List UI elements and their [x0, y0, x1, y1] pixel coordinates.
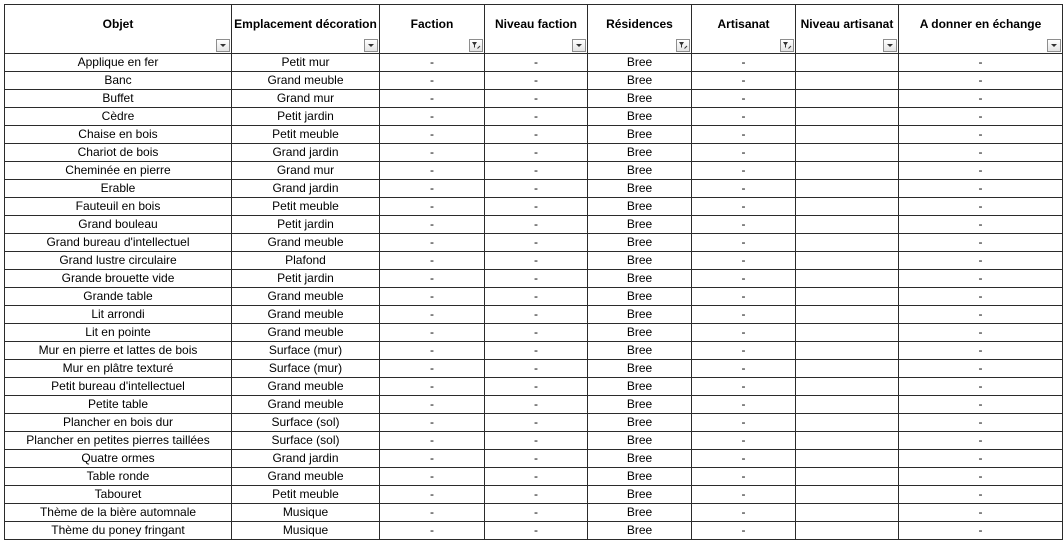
- filter-dropdown-button[interactable]: [1047, 39, 1061, 52]
- cell-objet[interactable]: Grande brouette vide: [5, 270, 232, 288]
- cell-emplacement-decoration[interactable]: Surface (mur): [232, 342, 380, 360]
- cell-objet[interactable]: Banc: [5, 72, 232, 90]
- cell-emplacement-decoration[interactable]: Petit meuble: [232, 486, 380, 504]
- filter-dropdown-button[interactable]: [364, 39, 378, 52]
- cell-niveau-faction[interactable]: -: [485, 360, 588, 378]
- cell-emplacement-decoration[interactable]: Petit jardin: [232, 108, 380, 126]
- cell-faction[interactable]: -: [380, 378, 485, 396]
- table-row: [5, 54, 1063, 72]
- cell-artisanat[interactable]: -: [692, 162, 796, 180]
- header-row: [5, 5, 1063, 54]
- cell-artisanat[interactable]: -: [692, 396, 796, 414]
- cell-niveau-faction[interactable]: -: [485, 396, 588, 414]
- cell-objet[interactable]: Applique en fer: [5, 54, 232, 72]
- cell-niveau-faction[interactable]: -: [485, 144, 588, 162]
- filter-active-button[interactable]: [676, 39, 690, 52]
- cell-faction[interactable]: -: [380, 450, 485, 468]
- table-row: [5, 216, 1063, 234]
- table-row: [5, 162, 1063, 180]
- cell-artisanat[interactable]: -: [692, 378, 796, 396]
- table-row: [5, 180, 1063, 198]
- cell-artisanat[interactable]: -: [692, 432, 796, 450]
- cell-niveau-artisanat[interactable]: [796, 522, 899, 540]
- column-header-niveau-faction: [485, 5, 588, 54]
- cell-a-donner-en-echange[interactable]: -: [899, 306, 1063, 324]
- cell-niveau-artisanat[interactable]: [796, 126, 899, 144]
- dropdown-arrow-icon: [219, 43, 227, 48]
- cell-niveau-artisanat[interactable]: [796, 90, 899, 108]
- cell-emplacement-decoration[interactable]: Petit mur: [232, 54, 380, 72]
- column-header-a-donner-en-echange: [899, 5, 1063, 54]
- cell-residences[interactable]: Bree: [588, 396, 692, 414]
- cell-emplacement-decoration[interactable]: Grand meuble: [232, 288, 380, 306]
- cell-artisanat[interactable]: -: [692, 486, 796, 504]
- cell-emplacement-decoration[interactable]: Grand meuble: [232, 468, 380, 486]
- cell-faction[interactable]: -: [380, 252, 485, 270]
- cell-residences[interactable]: Bree: [588, 108, 692, 126]
- cell-niveau-artisanat[interactable]: [796, 414, 899, 432]
- cell-emplacement-decoration[interactable]: Grand meuble: [232, 378, 380, 396]
- cell-niveau-artisanat[interactable]: [796, 288, 899, 306]
- cell-a-donner-en-echange[interactable]: -: [899, 522, 1063, 540]
- cell-niveau-artisanat[interactable]: [796, 378, 899, 396]
- cell-faction[interactable]: -: [380, 288, 485, 306]
- cell-a-donner-en-echange[interactable]: -: [899, 342, 1063, 360]
- cell-faction[interactable]: -: [380, 216, 485, 234]
- cell-a-donner-en-echange[interactable]: -: [899, 144, 1063, 162]
- cell-emplacement-decoration[interactable]: Grand meuble: [232, 234, 380, 252]
- cell-niveau-artisanat[interactable]: [796, 216, 899, 234]
- cell-faction[interactable]: -: [380, 126, 485, 144]
- cell-a-donner-en-echange[interactable]: -: [899, 54, 1063, 72]
- table-row: [5, 270, 1063, 288]
- table-row: [5, 144, 1063, 162]
- cell-emplacement-decoration[interactable]: Plafond: [232, 252, 380, 270]
- cell-a-donner-en-echange[interactable]: -: [899, 234, 1063, 252]
- column-header-objet: [5, 5, 232, 54]
- cell-artisanat[interactable]: -: [692, 72, 796, 90]
- table-row: [5, 252, 1063, 270]
- table-row: [5, 414, 1063, 432]
- filter-active-button[interactable]: [469, 39, 483, 52]
- cell-niveau-faction[interactable]: -: [485, 198, 588, 216]
- cell-residences[interactable]: Bree: [588, 198, 692, 216]
- cell-residences[interactable]: Bree: [588, 360, 692, 378]
- cell-emplacement-decoration[interactable]: Musique: [232, 522, 380, 540]
- cell-niveau-artisanat[interactable]: [796, 468, 899, 486]
- cell-emplacement-decoration[interactable]: Musique: [232, 504, 380, 522]
- cell-faction[interactable]: -: [380, 144, 485, 162]
- column-header-label: Artisanat: [717, 17, 770, 31]
- table-row: [5, 72, 1063, 90]
- cell-artisanat[interactable]: -: [692, 126, 796, 144]
- cell-faction[interactable]: -: [380, 90, 485, 108]
- cell-a-donner-en-echange[interactable]: -: [899, 270, 1063, 288]
- cell-residences[interactable]: Bree: [588, 72, 692, 90]
- cell-a-donner-en-echange[interactable]: -: [899, 450, 1063, 468]
- cell-objet[interactable]: Fauteuil en bois: [5, 198, 232, 216]
- cell-artisanat[interactable]: -: [692, 252, 796, 270]
- cell-residences[interactable]: Bree: [588, 522, 692, 540]
- cell-emplacement-decoration[interactable]: Grand meuble: [232, 72, 380, 90]
- cell-artisanat[interactable]: -: [692, 324, 796, 342]
- cell-niveau-artisanat[interactable]: [796, 504, 899, 522]
- cell-emplacement-decoration[interactable]: Grand mur: [232, 162, 380, 180]
- cell-niveau-faction[interactable]: -: [485, 234, 588, 252]
- cell-a-donner-en-echange[interactable]: -: [899, 108, 1063, 126]
- cell-residences[interactable]: Bree: [588, 324, 692, 342]
- cell-niveau-artisanat[interactable]: [796, 108, 899, 126]
- cell-residences[interactable]: Bree: [588, 234, 692, 252]
- cell-objet[interactable]: Grand bouleau: [5, 216, 232, 234]
- cell-niveau-faction[interactable]: -: [485, 54, 588, 72]
- table-body: [5, 54, 1063, 540]
- cell-faction[interactable]: -: [380, 162, 485, 180]
- cell-artisanat[interactable]: -: [692, 270, 796, 288]
- cell-niveau-faction[interactable]: -: [485, 468, 588, 486]
- cell-niveau-faction[interactable]: -: [485, 450, 588, 468]
- cell-emplacement-decoration[interactable]: Petit jardin: [232, 270, 380, 288]
- cell-niveau-faction[interactable]: -: [485, 342, 588, 360]
- cell-artisanat[interactable]: -: [692, 54, 796, 72]
- cell-faction[interactable]: -: [380, 396, 485, 414]
- cell-a-donner-en-echange[interactable]: -: [899, 468, 1063, 486]
- cell-objet[interactable]: Plancher en petites pierres taillées: [5, 432, 232, 450]
- cell-residences[interactable]: Bree: [588, 90, 692, 108]
- cell-faction[interactable]: -: [380, 234, 485, 252]
- cell-faction[interactable]: -: [380, 72, 485, 90]
- table-row: [5, 486, 1063, 504]
- cell-faction[interactable]: -: [380, 270, 485, 288]
- cell-faction[interactable]: -: [380, 468, 485, 486]
- cell-niveau-faction[interactable]: -: [485, 324, 588, 342]
- column-header-label: Résidences: [606, 17, 673, 31]
- cell-a-donner-en-echange[interactable]: -: [899, 90, 1063, 108]
- cell-artisanat[interactable]: -: [692, 90, 796, 108]
- cell-niveau-faction[interactable]: -: [485, 288, 588, 306]
- cell-a-donner-en-echange[interactable]: -: [899, 324, 1063, 342]
- cell-a-donner-en-echange[interactable]: -: [899, 288, 1063, 306]
- cell-a-donner-en-echange[interactable]: -: [899, 126, 1063, 144]
- cell-artisanat[interactable]: -: [692, 414, 796, 432]
- cell-objet[interactable]: Lit en pointe: [5, 324, 232, 342]
- column-header-label: Niveau artisanat: [800, 17, 894, 31]
- cell-faction[interactable]: -: [380, 324, 485, 342]
- cell-objet[interactable]: Cheminée en pierre: [5, 162, 232, 180]
- cell-objet[interactable]: Chariot de bois: [5, 144, 232, 162]
- cell-artisanat[interactable]: -: [692, 144, 796, 162]
- cell-niveau-artisanat[interactable]: [796, 450, 899, 468]
- cell-emplacement-decoration[interactable]: Petit meuble: [232, 198, 380, 216]
- cell-niveau-faction[interactable]: -: [485, 180, 588, 198]
- cell-objet[interactable]: Grand lustre circulaire: [5, 252, 232, 270]
- cell-emplacement-decoration[interactable]: Surface (mur): [232, 360, 380, 378]
- cell-objet[interactable]: Tabouret: [5, 486, 232, 504]
- cell-objet[interactable]: Grand bureau d'intellectuel: [5, 234, 232, 252]
- cell-niveau-faction[interactable]: -: [485, 72, 588, 90]
- cell-emplacement-decoration[interactable]: Surface (sol): [232, 414, 380, 432]
- cell-objet[interactable]: Table ronde: [5, 468, 232, 486]
- cell-residences[interactable]: Bree: [588, 468, 692, 486]
- filter-funnel-icon: [471, 41, 481, 50]
- column-header-label: A donner en échange: [919, 17, 1042, 31]
- cell-a-donner-en-echange[interactable]: -: [899, 414, 1063, 432]
- table-row: [5, 126, 1063, 144]
- cell-faction[interactable]: -: [380, 54, 485, 72]
- cell-objet[interactable]: Petit bureau d'intellectuel: [5, 378, 232, 396]
- cell-a-donner-en-echange[interactable]: -: [899, 252, 1063, 270]
- cell-niveau-faction[interactable]: -: [485, 378, 588, 396]
- cell-faction[interactable]: -: [380, 108, 485, 126]
- cell-a-donner-en-echange[interactable]: -: [899, 360, 1063, 378]
- cell-niveau-faction[interactable]: -: [485, 306, 588, 324]
- cell-emplacement-decoration[interactable]: Grand jardin: [232, 180, 380, 198]
- dropdown-arrow-icon: [575, 43, 583, 48]
- table-row: [5, 450, 1063, 468]
- cell-emplacement-decoration[interactable]: Grand jardin: [232, 144, 380, 162]
- cell-niveau-faction[interactable]: -: [485, 108, 588, 126]
- cell-niveau-faction[interactable]: -: [485, 504, 588, 522]
- cell-artisanat[interactable]: -: [692, 108, 796, 126]
- cell-residences[interactable]: Bree: [588, 126, 692, 144]
- cell-residences[interactable]: Bree: [588, 432, 692, 450]
- cell-residences[interactable]: Bree: [588, 144, 692, 162]
- cell-faction[interactable]: -: [380, 306, 485, 324]
- cell-niveau-artisanat[interactable]: [796, 432, 899, 450]
- table-row: [5, 378, 1063, 396]
- cell-residences[interactable]: Bree: [588, 180, 692, 198]
- cell-artisanat[interactable]: -: [692, 288, 796, 306]
- cell-objet[interactable]: Chaise en bois: [5, 126, 232, 144]
- cell-objet[interactable]: Buffet: [5, 90, 232, 108]
- cell-artisanat[interactable]: -: [692, 306, 796, 324]
- cell-faction[interactable]: -: [380, 522, 485, 540]
- cell-niveau-artisanat[interactable]: [796, 360, 899, 378]
- cell-a-donner-en-echange[interactable]: -: [899, 198, 1063, 216]
- cell-residences[interactable]: Bree: [588, 288, 692, 306]
- cell-artisanat[interactable]: -: [692, 198, 796, 216]
- filter-dropdown-button[interactable]: [572, 39, 586, 52]
- cell-objet[interactable]: Lit arrondi: [5, 306, 232, 324]
- table-row: [5, 234, 1063, 252]
- cell-a-donner-en-echange[interactable]: -: [899, 396, 1063, 414]
- cell-objet[interactable]: Grande table: [5, 288, 232, 306]
- cell-faction[interactable]: -: [380, 198, 485, 216]
- cell-emplacement-decoration[interactable]: Grand meuble: [232, 306, 380, 324]
- cell-objet[interactable]: Thème de la bière automnale: [5, 504, 232, 522]
- table-row: [5, 432, 1063, 450]
- cell-residences[interactable]: Bree: [588, 414, 692, 432]
- cell-objet[interactable]: Erable: [5, 180, 232, 198]
- cell-niveau-faction[interactable]: -: [485, 90, 588, 108]
- cell-a-donner-en-echange[interactable]: -: [899, 162, 1063, 180]
- cell-niveau-faction[interactable]: -: [485, 216, 588, 234]
- cell-emplacement-decoration[interactable]: Petit meuble: [232, 126, 380, 144]
- table-row: [5, 108, 1063, 126]
- cell-artisanat[interactable]: -: [692, 234, 796, 252]
- cell-niveau-faction[interactable]: -: [485, 126, 588, 144]
- cell-faction[interactable]: -: [380, 180, 485, 198]
- cell-faction[interactable]: -: [380, 432, 485, 450]
- cell-residences[interactable]: Bree: [588, 216, 692, 234]
- cell-faction[interactable]: -: [380, 414, 485, 432]
- cell-emplacement-decoration[interactable]: Grand meuble: [232, 324, 380, 342]
- column-header-niveau-artisanat: [796, 5, 899, 54]
- cell-residences[interactable]: Bree: [588, 252, 692, 270]
- cell-faction[interactable]: -: [380, 504, 485, 522]
- cell-a-donner-en-echange[interactable]: -: [899, 378, 1063, 396]
- cell-niveau-artisanat[interactable]: [796, 198, 899, 216]
- dropdown-arrow-icon: [1050, 43, 1058, 48]
- cell-niveau-artisanat[interactable]: [796, 252, 899, 270]
- cell-objet[interactable]: Mur en plâtre texturé: [5, 360, 232, 378]
- table-row: [5, 342, 1063, 360]
- table-row: [5, 468, 1063, 486]
- cell-residences[interactable]: Bree: [588, 342, 692, 360]
- cell-niveau-faction[interactable]: -: [485, 252, 588, 270]
- cell-artisanat[interactable]: -: [692, 504, 796, 522]
- cell-niveau-faction[interactable]: -: [485, 486, 588, 504]
- cell-objet[interactable]: Quatre ormes: [5, 450, 232, 468]
- cell-objet[interactable]: Petite table: [5, 396, 232, 414]
- cell-emplacement-decoration[interactable]: Grand mur: [232, 90, 380, 108]
- table-row: [5, 306, 1063, 324]
- cell-niveau-artisanat[interactable]: [796, 72, 899, 90]
- cell-residences[interactable]: Bree: [588, 450, 692, 468]
- cell-artisanat[interactable]: -: [692, 360, 796, 378]
- filter-dropdown-button[interactable]: [883, 39, 897, 52]
- cell-niveau-artisanat[interactable]: [796, 180, 899, 198]
- cell-niveau-artisanat[interactable]: [796, 306, 899, 324]
- column-header-faction: [380, 5, 485, 54]
- cell-niveau-artisanat[interactable]: [796, 324, 899, 342]
- cell-niveau-faction[interactable]: -: [485, 522, 588, 540]
- cell-objet[interactable]: Plancher en bois dur: [5, 414, 232, 432]
- column-header-label: Emplacement décoration: [234, 17, 377, 31]
- dropdown-arrow-icon: [367, 43, 375, 48]
- cell-niveau-faction[interactable]: -: [485, 162, 588, 180]
- table-row: [5, 504, 1063, 522]
- cell-niveau-artisanat[interactable]: [796, 342, 899, 360]
- filter-dropdown-button[interactable]: [216, 39, 230, 52]
- filter-active-button[interactable]: [780, 39, 794, 52]
- cell-a-donner-en-echange[interactable]: -: [899, 180, 1063, 198]
- cell-niveau-faction[interactable]: -: [485, 270, 588, 288]
- cell-residences[interactable]: Bree: [588, 486, 692, 504]
- cell-objet[interactable]: Thème du poney fringant: [5, 522, 232, 540]
- cell-niveau-artisanat[interactable]: [796, 234, 899, 252]
- cell-niveau-artisanat[interactable]: [796, 270, 899, 288]
- cell-artisanat[interactable]: -: [692, 180, 796, 198]
- filter-funnel-icon: [782, 41, 792, 50]
- cell-niveau-faction[interactable]: -: [485, 432, 588, 450]
- table-row: [5, 522, 1063, 540]
- cell-residences[interactable]: Bree: [588, 162, 692, 180]
- cell-emplacement-decoration[interactable]: Petit jardin: [232, 216, 380, 234]
- cell-niveau-faction[interactable]: -: [485, 414, 588, 432]
- cell-emplacement-decoration[interactable]: Grand jardin: [232, 450, 380, 468]
- cell-objet[interactable]: Mur en pierre et lattes de bois: [5, 342, 232, 360]
- table-row: [5, 324, 1063, 342]
- data-table: [4, 4, 1063, 540]
- cell-a-donner-en-echange[interactable]: -: [899, 486, 1063, 504]
- filter-funnel-icon: [678, 41, 688, 50]
- cell-artisanat[interactable]: -: [692, 216, 796, 234]
- cell-niveau-artisanat[interactable]: [796, 396, 899, 414]
- table-row: [5, 288, 1063, 306]
- cell-emplacement-decoration[interactable]: Grand meuble: [232, 396, 380, 414]
- table-row: [5, 396, 1063, 414]
- cell-a-donner-en-echange[interactable]: -: [899, 504, 1063, 522]
- cell-residences[interactable]: Bree: [588, 306, 692, 324]
- cell-artisanat[interactable]: -: [692, 468, 796, 486]
- cell-niveau-artisanat[interactable]: [796, 54, 899, 72]
- cell-niveau-artisanat[interactable]: [796, 162, 899, 180]
- cell-niveau-artisanat[interactable]: [796, 486, 899, 504]
- cell-a-donner-en-echange[interactable]: -: [899, 216, 1063, 234]
- cell-artisanat[interactable]: -: [692, 342, 796, 360]
- cell-faction[interactable]: -: [380, 360, 485, 378]
- column-header-residences: [588, 5, 692, 54]
- column-header-artisanat: [692, 5, 796, 54]
- table-row: [5, 90, 1063, 108]
- cell-residences[interactable]: Bree: [588, 504, 692, 522]
- table-row: [5, 198, 1063, 216]
- cell-objet[interactable]: Cèdre: [5, 108, 232, 126]
- cell-faction[interactable]: -: [380, 342, 485, 360]
- column-header-label: Objet: [102, 17, 134, 31]
- cell-a-donner-en-echange[interactable]: -: [899, 432, 1063, 450]
- column-header-label: Faction: [410, 17, 454, 31]
- column-header-label: Niveau faction: [494, 17, 578, 31]
- cell-a-donner-en-echange[interactable]: -: [899, 72, 1063, 90]
- cell-emplacement-decoration[interactable]: Surface (sol): [232, 432, 380, 450]
- cell-residences[interactable]: Bree: [588, 54, 692, 72]
- cell-niveau-artisanat[interactable]: [796, 144, 899, 162]
- cell-residences[interactable]: Bree: [588, 378, 692, 396]
- dropdown-arrow-icon: [886, 43, 894, 48]
- table-row: [5, 360, 1063, 378]
- column-header-emplacement-decoration: [232, 5, 380, 54]
- cell-artisanat[interactable]: -: [692, 450, 796, 468]
- cell-residences[interactable]: Bree: [588, 270, 692, 288]
- cell-faction[interactable]: -: [380, 486, 485, 504]
- cell-artisanat[interactable]: -: [692, 522, 796, 540]
